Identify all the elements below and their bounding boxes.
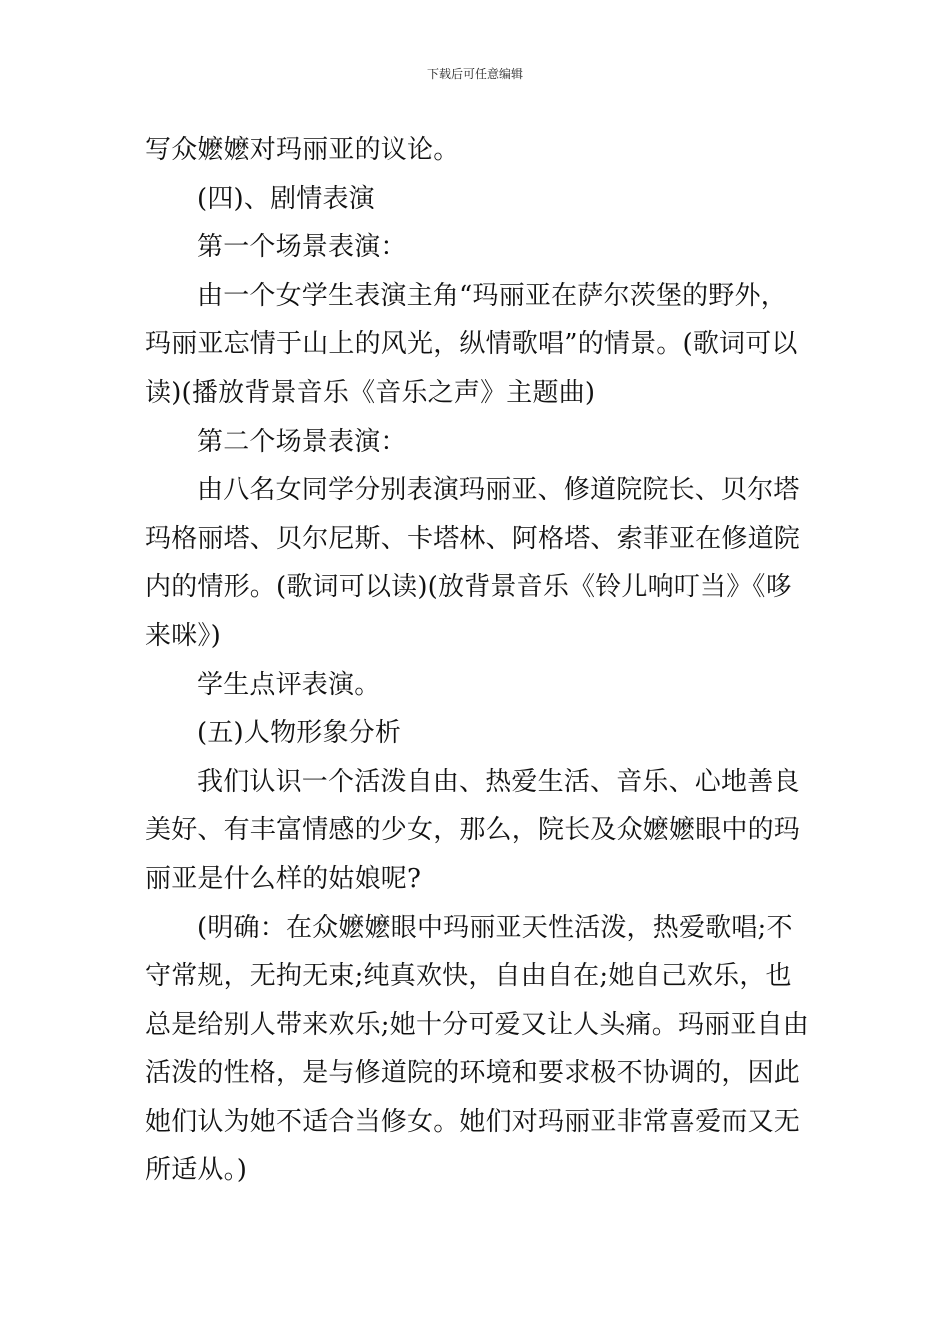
- text-line: 内的情形。(歌词可以读)(放背景音乐《铃儿响叮当》《哆: [145, 572, 792, 603]
- text-line: 她们认为她不适合当修女。她们对玛丽亚非常喜爱而又无: [145, 1106, 801, 1137]
- text-line: 读)(播放背景音乐《音乐之声》主题曲): [145, 377, 596, 408]
- text-line: 第二个场景表演：: [197, 426, 407, 457]
- text-line: 丽亚是什么样的姑娘呢?: [145, 863, 422, 894]
- text-line: 玛丽亚忘情于山上的风光，纵情歌唱”的情景。(歌词可以: [145, 329, 798, 360]
- text-line: 玛格丽塔、贝尔尼斯、卡塔林、阿格塔、索菲亚在修道院: [145, 523, 801, 554]
- document-body: [145, 126, 810, 1195]
- text-line: 我们认识一个活泼自由、热爱生活、音乐、心地善良: [197, 766, 800, 797]
- text-line: 由八名女同学分别表演玛丽亚、修道院院长、贝尔塔: [197, 475, 800, 506]
- text-line: 由一个女学生表演主角“玛丽亚在萨尔茨堡的野外，: [197, 280, 787, 311]
- section-heading: (五)人物形象分析: [197, 718, 402, 749]
- text-line: 总是给别人带来欢乐;她十分可爱又让人头痛。玛丽亚自由: [145, 1009, 809, 1040]
- text-line: 第一个场景表演：: [197, 232, 407, 263]
- text-line: 学生点评表演。: [197, 669, 381, 700]
- text-line: (明确：在众嬷嬷眼中玛丽亚天性活泼，热爱歌唱;不: [197, 912, 793, 943]
- text-line: 美好、有丰富情感的少女，那么，院长及众嬷嬷眼中的玛: [145, 815, 801, 846]
- text-line: 所适从。): [145, 1155, 248, 1186]
- page-header-note: 下载后可任意编辑: [426, 67, 523, 81]
- section-heading: (四)、剧情表演: [197, 183, 375, 214]
- text-line: 活泼的性格，是与修道院的环境和要求极不协调的，因此: [145, 1058, 801, 1089]
- text-line: 写众嬷嬷对玛丽亚的议论。: [145, 135, 460, 165]
- text-line: 来咪》): [145, 620, 221, 651]
- text-line: 守常规，无拘无束;纯真欢快，自由自在;她自己欢乐，也: [145, 961, 792, 992]
